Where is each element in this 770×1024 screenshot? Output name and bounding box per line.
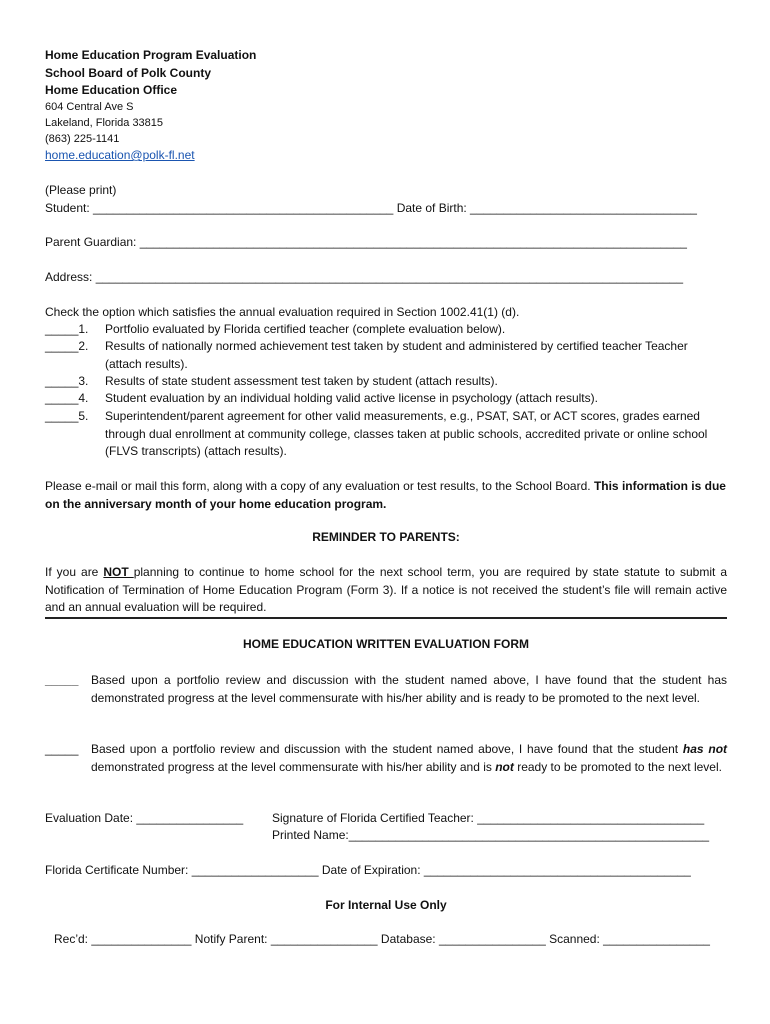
email-link[interactable]: home.education@polk-fl.net bbox=[45, 148, 195, 162]
due-date-notice: This information is due on the anniversary month of your home education program. bbox=[45, 479, 726, 511]
option-4-blank[interactable]: _____4. bbox=[45, 391, 89, 405]
evaluation-2-part-c: ready to be promoted to the next level. bbox=[513, 759, 722, 774]
evaluation-2-part-b: demonstrated progress at the level commensurate with his/her ability and is bbox=[91, 759, 496, 774]
option-2-text: Results of nationally normed achievement test taken by student and administered by certified teacher Teacher (attach results). bbox=[105, 339, 688, 371]
evaluation-2-part-a: Based upon a portfolio review and discussion with the student named above, I have found that the student bbox=[91, 742, 683, 756]
option-5-text: Superintendent/parent agreement for other valid measurements, e.g., PSAT, SAT, or ACT scores, grades earned through dual enrollment at community college, classes taken at public schools, accredited private or online school (FLVS transcripts) (attach results). bbox=[105, 409, 708, 458]
options-intro: Check the option which satisfies the annual evaluation required in Section 1002.41(1) (d). bbox=[45, 305, 520, 319]
teacher-signature-field[interactable]: Signature of Florida Certified Teacher: __________________________________ bbox=[272, 811, 705, 825]
option-3-blank[interactable]: _____3. bbox=[45, 374, 89, 388]
internal-use-fields[interactable]: Rec’d: _______________ Notify Parent: ________________ Database: ________________ Scanned: ________________ bbox=[54, 932, 710, 946]
reminder-not: NOT bbox=[103, 565, 134, 579]
instructions-text: Please e-mail or mail this form, along with a copy of any evaluation or test results, to the School Board. bbox=[45, 479, 594, 493]
address-street: 604 Central Ave S bbox=[45, 101, 134, 113]
evaluation-1-text: Based upon a portfolio review and discussion with the student named above, I have found that the student has demonstrated progress at the level commensurate with his/her ability and is ready to be promoted to the next level. bbox=[91, 673, 727, 705]
school-board-name: School Board of Polk County bbox=[45, 66, 212, 80]
please-print-note: (Please print) bbox=[45, 183, 117, 197]
reminder-post: planning to continue to home school for the next school term, you are required by state statute to submit a Notification of Termination of Home Education Program (Form 3). If a notice is not received the student’s file will remain active and an annual evaluation will be required. bbox=[45, 565, 727, 614]
certificate-expiration-field[interactable]: Florida Certificate Number: ___________________ Date of Expiration: ________________________________________ bbox=[45, 863, 691, 877]
option-1-text: Portfolio evaluated by Florida certified teacher (complete evaluation below). bbox=[105, 322, 506, 336]
student-dob-field[interactable]: Student: _____________________________________________ Date of Birth: __________________________________ bbox=[45, 201, 697, 215]
evaluation-date-field[interactable]: Evaluation Date: ________________ bbox=[45, 811, 244, 825]
option-1-blank[interactable]: _____1. bbox=[45, 322, 89, 336]
reminder-text bbox=[45, 564, 727, 617]
address-field[interactable]: Address: ________________________________________________________________________________________ bbox=[45, 270, 683, 284]
section-divider bbox=[45, 617, 727, 619]
evaluation-heading: HOME EDUCATION WRITTEN EVALUATION FORM bbox=[243, 637, 529, 651]
internal-use-heading: For Internal Use Only bbox=[325, 898, 447, 912]
submission-instructions bbox=[45, 478, 727, 513]
evaluation-2-not-2: not bbox=[495, 759, 514, 774]
parent-guardian-field[interactable]: Parent Guardian: __________________________________________________________________________________ bbox=[45, 235, 687, 249]
phone-number: (863) 225-1141 bbox=[45, 133, 120, 145]
address-city: Lakeland, Florida 33815 bbox=[45, 117, 164, 129]
evaluation-2-blank[interactable]: _____ bbox=[45, 742, 79, 756]
evaluation-2-not-1: not bbox=[708, 742, 728, 756]
printed-name-field[interactable]: Printed Name:______________________________________________________ bbox=[272, 828, 710, 842]
reminder-pre: If you are bbox=[45, 565, 104, 579]
option-5-blank[interactable]: _____5. bbox=[45, 409, 89, 423]
evaluation-2-text bbox=[91, 741, 727, 776]
option-4-text: Student evaluation by an individual holding valid active license in psychology (attach results). bbox=[105, 391, 598, 405]
evaluation-2-has: has bbox=[682, 742, 704, 756]
option-3-text: Results of state student assessment test taken by student (attach results). bbox=[105, 374, 498, 388]
office-name: Home Education Office bbox=[45, 83, 178, 97]
page-title: Home Education Program Evaluation bbox=[45, 48, 257, 62]
option-2-blank[interactable]: _____2. bbox=[45, 339, 89, 353]
evaluation-1-blank[interactable]: _____ bbox=[45, 673, 79, 687]
reminder-heading: REMINDER TO PARENTS: bbox=[312, 530, 460, 544]
